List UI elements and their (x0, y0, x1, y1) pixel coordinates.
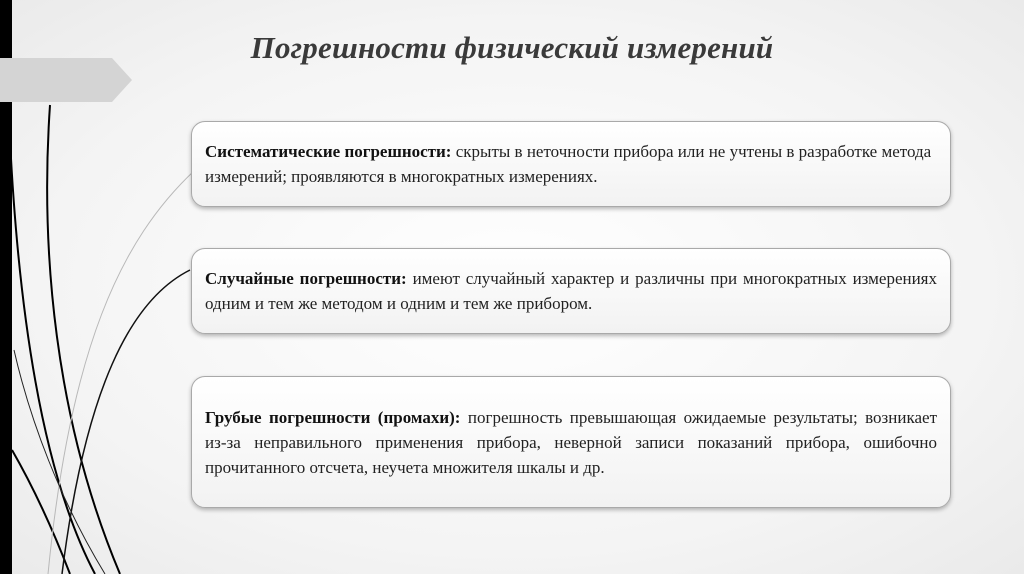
card-term: Систематические погрешности: (205, 142, 452, 161)
decorative-curve-6 (14, 350, 105, 574)
card-description: погрешность превышающая ожидаемые результаты; возникает из-за неправильного применения прибора, неверной записи показаний прибора, ошибочно прочитанного отсчета, неучета множителя шкалы и др. (205, 407, 937, 477)
error-card-systematic (191, 121, 951, 207)
error-card-gross (191, 376, 951, 508)
card-term: Грубые погрешности (промахи): (205, 407, 461, 427)
decorative-curve-4 (62, 270, 190, 574)
error-card-random (191, 248, 951, 334)
decorative-curve-2 (47, 105, 120, 574)
decorative-curve-5 (48, 170, 195, 574)
decorative-curve-1 (10, 140, 95, 574)
card-description: имеют случайный характер и различны при многократных измерениях одним и тем же методом и одним и тем же прибором. (205, 269, 937, 313)
decorative-curve-3 (12, 450, 70, 574)
card-term: Случайные погрешности: (205, 269, 407, 288)
card-description: скрыты в неточности прибора или не учтены в разработке метода измерений; проявляются в многократных измерениях. (205, 142, 932, 186)
slide-title: Погрешности физический измерений (250, 30, 774, 65)
